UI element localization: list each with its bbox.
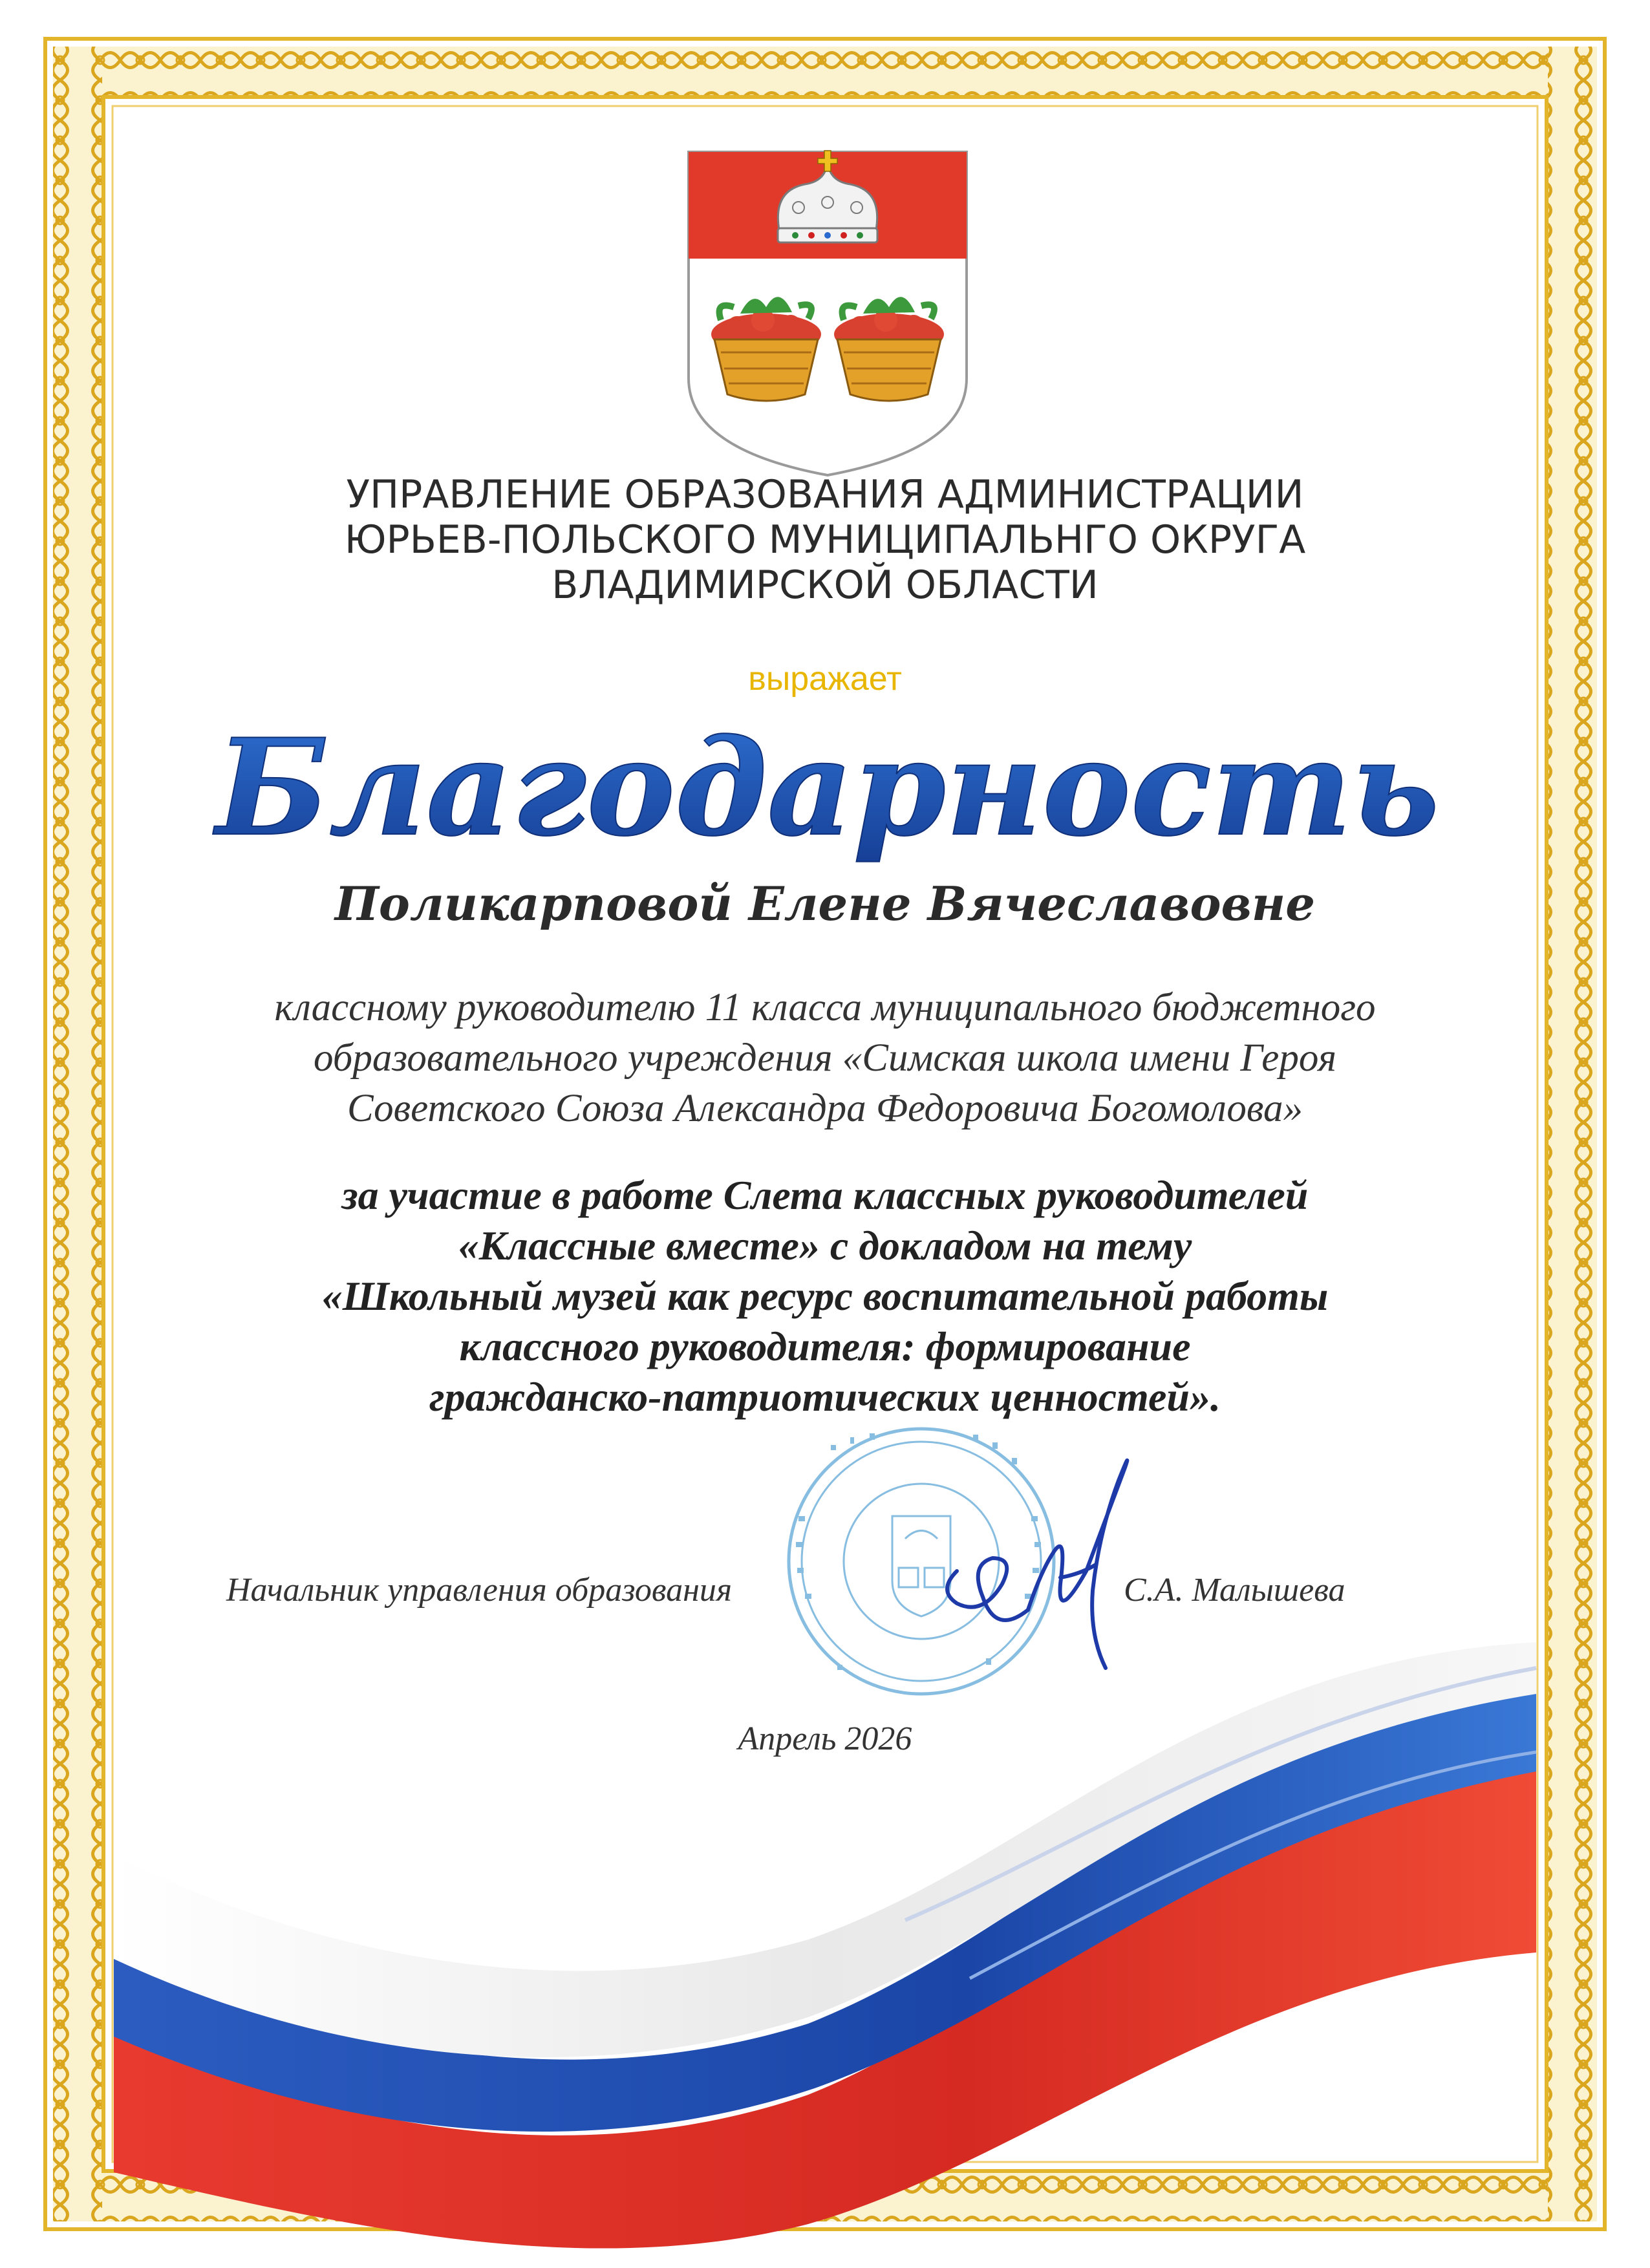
position-line-3: Советского Союза Александра Федоровича Богомолова» [347,1087,1303,1130]
award-reason [0,1170,1650,1422]
authority-line-1: УПРАВЛЕНИЕ ОБРАЗОВАНИЯ АДМИНИСТРАЦИИ [346,472,1304,517]
authority-line-2: ЮРЬЕВ-ПОЛЬСКОГО МУНИЦИПАЛЬНГО ОКРУГА [344,517,1306,562]
issuing-authority [0,472,1650,608]
certificate-title [194,701,1461,870]
reason-line-3: «Школьный музей как ресурс воспитательной работы [321,1273,1329,1319]
signer-name: С.А. Малышева [1124,1572,1345,1609]
issue-date: Апрель 2026 [738,1720,912,1757]
authority-line-3: ВЛАДИМИРСКОЙ ОБЛАСТИ [552,562,1098,608]
reason-line-4: классного руководителя: формирование [459,1323,1191,1369]
recipient-position [0,983,1650,1134]
expresses-label: выражает [748,660,902,698]
recipient-name: Поликарповой Елене Вячеславовне [334,876,1316,931]
reason-line-1: за участие в работе Слета классных руководителей [341,1172,1309,1218]
signer-position: Начальник управления образования [226,1572,733,1609]
title-text: Благодарность [216,711,1439,866]
position-line-2: образовательного учреждения «Симская школа имени Героя [314,1036,1336,1080]
signature-icon [931,1442,1144,1681]
coat-of-arms-icon [676,145,980,482]
reason-line-5: гражданско-патриотических ценностей». [429,1374,1221,1420]
reason-line-2: «Классные вместе» с докладом на тему [458,1223,1192,1268]
position-line-1: классному руководителю 11 класса муниципального бюджетного [274,986,1376,1029]
